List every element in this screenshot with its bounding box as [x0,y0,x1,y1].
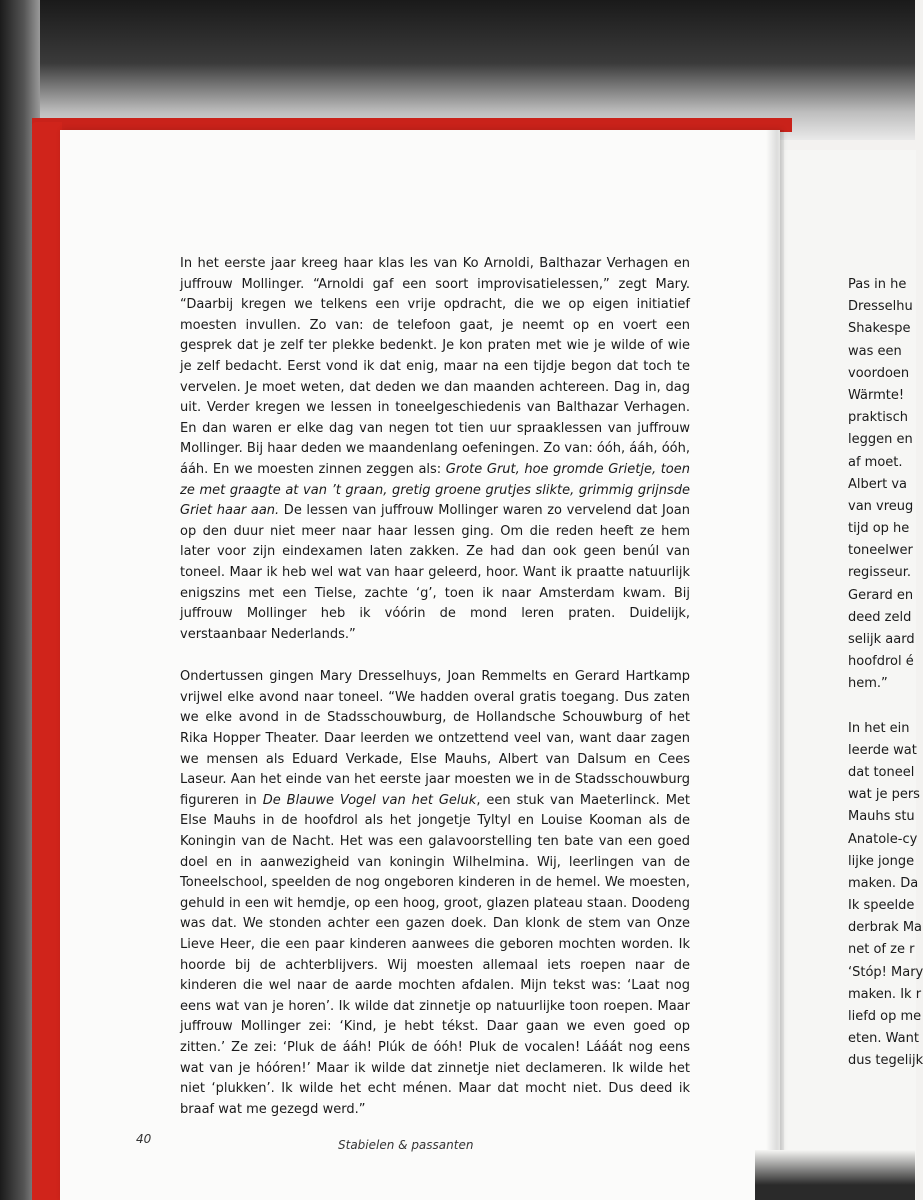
right-block-2: In het ein leerde wat dat toneel wat je pers Mauhs stu Anatole-cy lijke jonge maken. Da Ik speelde derbrak Ma net of ze r ‘Stóp! Mary maken. Ik r liefd op me eten. Want dus tegelijk [848,720,923,1069]
page-number: 40 [136,1132,152,1146]
italic-tongue-twister: Grote Grut, hoe gromde Grietje, toen ze met graagte at van ’t graan, gretig groene grutjes slikte, grimmig grijnsde Griet haar aan. [180,461,690,519]
running-title: Stabielen & passanten [338,1138,474,1152]
right-page-text [848,274,923,1073]
left-page-text [180,254,690,1142]
italic-play-title: De Blauwe Vogel van het Geluk [262,792,477,808]
book-gutter [766,130,784,1200]
paragraph-2: Ondertussen gingen Mary Dresselhuys, Joan Remmelts en Gerard Hartkamp vrijwel elke avond naar toneel. “We hadden overal gratis toegang. Dus zaten we elke avond in de Stadsschouwburg, de Hollandsche Schouwburg of het Rika Hopper Theater. Daar leerden we ontzettend veel van, want daar zagen we mensen als Eduard Verkade, Else Mauhs, Albert van Dalsum en Cees Laseur. Aan het einde van het eerste jaar moesten we in de Stadsschouwburg figureren in De Blauwe Vogel van het Geluk, een stuk van Maeterlinck. Met Else Mauhs in de hoofdrol als het jongetje Tyltyl en Louise Kooman als de Koningin van de Nacht. Het was een galavoorstelling ten bate van een goed doel en in aanwezigheid van koningin Wilhelmina. Wij, leerlingen van de Toneelschool, speelden de nog ongeboren kinderen in de hemel. We moesten, gehuld in een wit hemdje, op een hoog, groot, glazen plateau staan. Doodeng was dat. We stonden achter een gazen doek. Dan klonk de stem van Onze Lieve Heer, die een paar kinderen aanwees die geboren mochten worden. Ik hoorde bij de achterblijvers. Wij moesten allemaal iets roepen naar de kinderen die wel naar de aarde mochten afdalen. Mijn tekst was: ‘Laat nog eens wat van je horen’. Ik wilde dat zinnetje op natuurlijke toon roepen. Maar juffrouw Mollinger zei: ‘Kind, je hebt tékst. Daar gaan we even goed op zitten.’ Ze zei: ‘Pluk de ááh! Plúk de óóh! Pluk de vocalen! Lááát nog eens wat van je hóóren!’ Maar ik wilde dat zinnetje niet declameren. Ik wilde het niet ‘plukken’. Ik wilde het echt ménen. Maar dat mocht niet. Dus deed ik braaf wat me gezegd werd.” [180,669,690,1117]
book-cover-edge [32,122,62,1200]
photo-background-bottom-right [755,1150,915,1200]
right-block-1: Pas in he Dresselhu Shakespe was een voordoen Wärmte! praktisch leggen en af moet. Albert va van vreug tijd op he toneelwer regisseur. Gerard en deed zeld selijk aard hoofdrol é hem.” [848,277,915,692]
paragraph-1: In het eerste jaar kreeg haar klas les van Ko Arnoldi, Balthazar Verhagen en juffrouw Mollinger. “Arnoldi gaf een soort improvisatielessen,” zegt Mary. “Daarbij kregen we telkens een vrije opdracht, die we op eigen initiatief moesten invullen. Zo van: de telefoon gaat, je neemt op en voert een gesprek dat je zelf ter plekke bedenkt. Je kon praten met wie je wilde of wie je zelf bedacht. Eerst vond ik dat enig, maar na een tijdje begon dat toch te vervelen. Je moet weten, dat deden we dan maanden achtereen. Dag in, dag uit. Verder kregen we lessen in toneelgeschiedenis van Balthazar Verhagen. En dan waren er elke dag van negen tot tien uur spraaklessen van juffrouw Mollinger. Bij haar deden we maandenlang oefeningen. Zo van: óóh, ááh, óóh, ááh. En we moesten zinnen zeggen als: Grote Grut, hoe gromde Grietje, toen ze met graagte at van ’t graan, gretig groene grutjes slikte, grimmig grijnsde Griet haar aan. De lessen van juffrouw Mollinger waren zo vervelend dat Joan op den duur niet meer naar haar lessen ging. Om die reden heeft ze hem later voor zijn eindexamen laten zakken. Ze had dan ook geen benúl van toneel. Maar ik heb wel wat van haar geleerd, hoor. Want ik praatte natuurlijk enigszins met een Tielse, zachte ‘g’, toen ik naar Amsterdam kwam. Bij juffrouw Mollinger heb ik vóórin de mond leren praten. Duidelijk, verstaanbaar Nederlands.” [180,256,690,642]
